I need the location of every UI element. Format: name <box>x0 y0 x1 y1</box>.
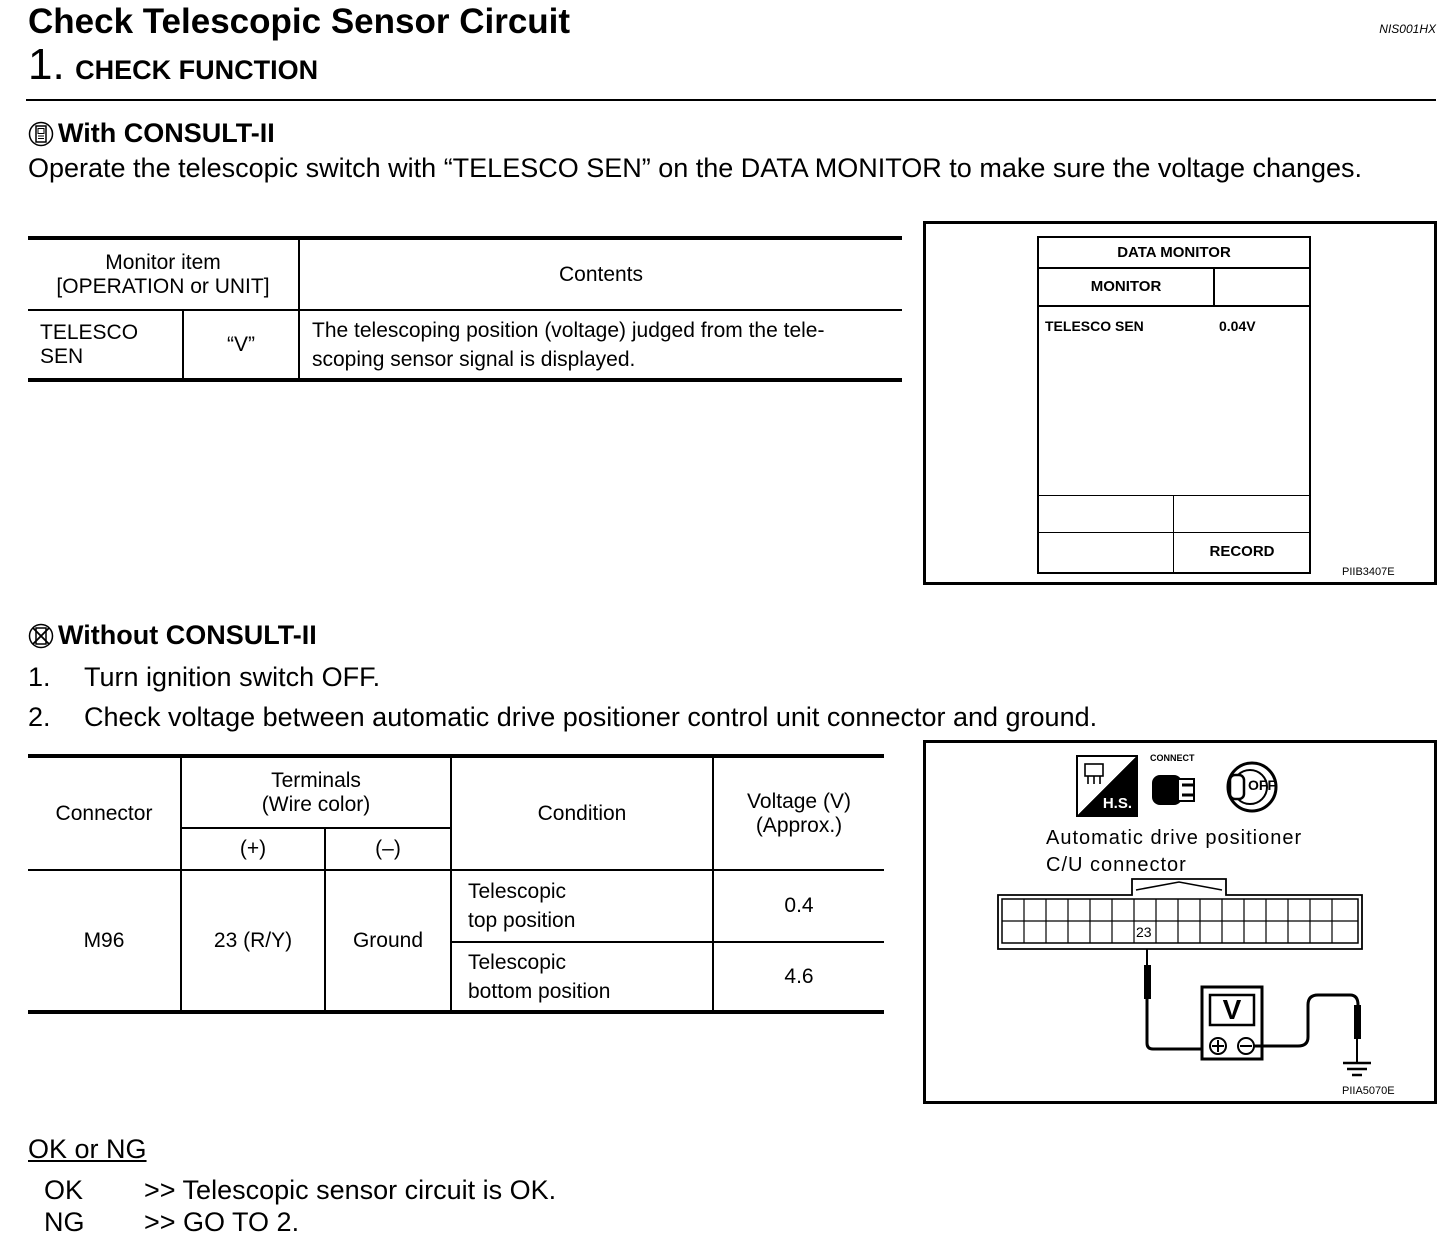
connector-wiring-diagram <box>926 743 1434 1101</box>
monitor-item-name: TELESCO SEN <box>1045 318 1144 334</box>
condition-cell-top <box>451 870 713 942</box>
figure-id-2: PIIA5070E <box>1342 1085 1395 1097</box>
page-title: Check Telescopic Sensor Circuit <box>28 2 571 41</box>
plus-terminal-cell: 23 (R/Y) <box>181 870 325 1012</box>
step-2-text: Check voltage between automatic drive positioner control unit connector and ground. <box>84 702 1098 732</box>
condition-header: Condition <box>451 756 713 870</box>
connector-label-line2: C/U connector <box>1046 854 1187 876</box>
voltage-header-line1: Voltage (V) <box>747 789 851 813</box>
off-label: OFF <box>1248 777 1276 793</box>
voltage-cell-bottom: 4.6 <box>784 964 814 988</box>
ok-key: OK <box>44 1175 84 1205</box>
contents-header: Contents <box>558 262 644 286</box>
voltage-header-line2: (Approx.) <box>755 813 843 837</box>
connector-cell: M96 <box>28 870 181 1012</box>
record-button[interactable]: RECORD <box>1209 543 1275 560</box>
without-consult-label: Without CONSULT-II <box>58 620 317 650</box>
connector-figure <box>923 740 1437 1104</box>
monitor-item-header <box>28 238 299 310</box>
plus-header: (+) <box>181 828 325 870</box>
with-consult-heading <box>28 118 275 149</box>
terminals-header <box>181 756 451 828</box>
monitor-item-cell <box>28 310 183 380</box>
document-id: NIS001HX <box>1379 22 1436 36</box>
monitor-column-header: MONITOR <box>1039 269 1215 307</box>
minus-terminal-cell: Ground <box>325 870 451 1012</box>
monitor-item-value: 0.04V <box>1219 318 1256 334</box>
step-heading <box>28 40 318 90</box>
condition-cell-bottom <box>451 942 713 1012</box>
step-1-text: Turn ignition switch OFF. <box>84 662 381 692</box>
contents-cell <box>299 310 902 380</box>
minus-header: (–) <box>325 828 451 870</box>
monitor-item-line2: SEN <box>40 344 84 368</box>
monitor-item-header-line2: [OPERATION or UNIT] <box>56 274 270 298</box>
step-number: 1. <box>28 40 65 89</box>
connect-label: CONNECT <box>1150 753 1195 763</box>
terminals-header-line1: Terminals <box>271 768 361 792</box>
connector-header: Connector <box>28 756 181 870</box>
ok-text: >> Telescopic sensor circuit is OK. <box>144 1175 557 1205</box>
voltage-cell-top: 0.4 <box>713 870 884 942</box>
consult-screen <box>1037 236 1311 574</box>
ok-result <box>44 1175 556 1206</box>
without-consult-heading <box>28 620 317 651</box>
voltmeter-label: V <box>1222 994 1242 1025</box>
with-consult-label: With CONSULT-II <box>58 118 275 148</box>
contents-line1: The telescoping position (voltage) judged from the tele- <box>312 318 825 342</box>
screen-title: DATA MONITOR <box>1039 238 1309 269</box>
data-monitor-figure <box>923 221 1437 585</box>
connector-label-line1: Automatic drive positioner <box>1046 827 1303 849</box>
unit-cell: “V” <box>183 310 299 380</box>
step-2-number: 2. <box>28 702 51 732</box>
ng-text: >> GO TO 2. <box>144 1207 300 1237</box>
ng-key: NG <box>44 1207 85 1237</box>
pin-23-label: 23 <box>1136 924 1152 940</box>
terminals-header-line2: (Wire color) <box>261 792 371 816</box>
condition-bottom-line1: Telescopic <box>468 950 567 974</box>
step-title: CHECK FUNCTION <box>75 55 319 85</box>
step-1-number: 1. <box>28 662 51 692</box>
procedure-step-1 <box>28 662 380 693</box>
header-divider <box>26 99 1436 101</box>
ng-result <box>44 1207 299 1238</box>
contents-line2: scoping sensor signal is displayed. <box>312 347 636 371</box>
condition-top-line1: Telescopic <box>468 880 567 903</box>
consult-instruction: Operate the telescopic switch with “TELESCO SEN” on the DATA MONITOR to make sure the voltage changes. <box>28 153 1363 183</box>
figure-id-1: PIIB3407E <box>1342 566 1395 578</box>
voltage-header <box>713 756 884 870</box>
hs-label: H.S. <box>1102 795 1132 812</box>
data-monitor-table <box>28 236 902 382</box>
value-column-header <box>1215 269 1309 307</box>
voltage-check-table <box>28 754 884 1014</box>
ok-ng-heading: OK or NG <box>28 1134 147 1164</box>
monitor-item-header-line1: Monitor item <box>105 250 221 274</box>
condition-bottom-line2: bottom position <box>468 979 611 1003</box>
monitor-item-line1: TELESCO <box>40 320 139 344</box>
consult-tester-icon <box>28 121 54 147</box>
no-consult-icon <box>28 623 54 649</box>
procedure-step-2 <box>28 702 1097 733</box>
condition-top-line2: top position <box>468 909 576 932</box>
